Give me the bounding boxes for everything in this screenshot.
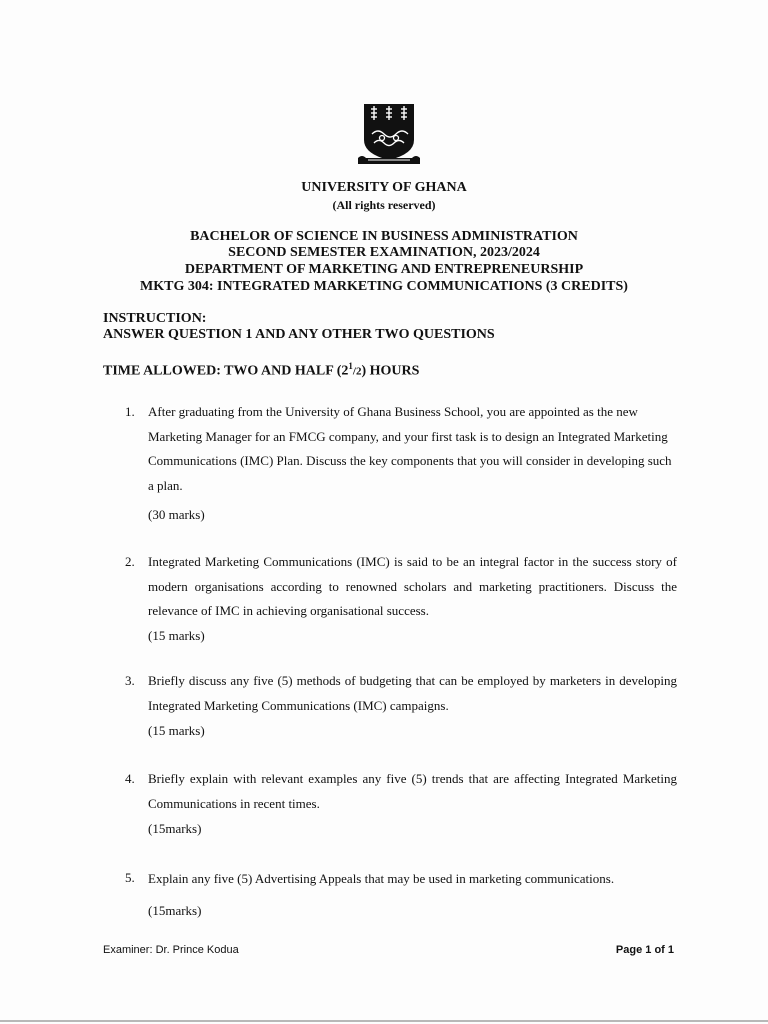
exam-title: SECOND SEMESTER EXAMINATION, 2023/2024 (228, 245, 540, 260)
time-allowed (103, 361, 419, 380)
instruction-text: ANSWER QUESTION 1 AND ANY OTHER TWO QUESTIONS (103, 327, 495, 342)
university-name: UNIVERSITY OF GHANA (301, 180, 467, 195)
question-text: Briefly explain with relevant examples any five (5) trends that are affecting Integrated Marketing Communications in recent times. (148, 771, 677, 811)
question-text: Integrated Marketing Communications (IMC) is said to be an integral factor in the success story of modern organisations according to renowned scholars and marketing practitioners. Discuss the relevance of IMC in achieving organisational success. (148, 554, 677, 619)
question-marks: (15 marks) (148, 723, 205, 738)
question-text: Briefly discuss any five (5) methods of budgeting that can be employed by marketers in developing Integrated Marketing Communications (IMC) campaigns. (148, 673, 677, 713)
question-marks: (30 marks) (148, 507, 205, 522)
question-number: 2. (125, 554, 135, 569)
time-allowed-suffix: ) HOURS (361, 363, 420, 379)
question-number: 4. (125, 771, 135, 786)
university-crest-logo (358, 100, 420, 168)
time-fraction-denominator: /2 (352, 365, 362, 378)
question-text: Explain any five (5) Advertising Appeals that may be used in marketing communications. (148, 871, 615, 886)
question-number: 5. (125, 870, 135, 885)
time-allowed-prefix: TIME ALLOWED: TWO AND HALF (2 (103, 363, 349, 379)
time-fraction-numerator: 1 (348, 361, 353, 371)
question-marks: (15marks) (148, 903, 202, 918)
question-number: 3. (125, 673, 135, 688)
course-title: MKTG 304: INTEGRATED MARKETING COMMUNICATIONS (3 CREDITS) (140, 279, 628, 294)
programme-title: BACHELOR OF SCIENCE IN BUSINESS ADMINISTRATION (190, 229, 578, 244)
page-number: Page 1 of 1 (615, 944, 674, 956)
page-bottom-edge (0, 1020, 768, 1022)
question-marks: (15marks) (148, 821, 202, 836)
instruction-label: INSTRUCTION: (103, 311, 207, 326)
department-title: DEPARTMENT OF MARKETING AND ENTREPRENEURSHIP (184, 262, 584, 277)
question-text: After graduating from the University of Ghana Business School, you are appointed as the new Marketing Manager for an FMCG company, and your first task is to design an Integrated Marketing Communications (IMC) Plan. Discuss the key components that you will consider in developing such a plan. (148, 404, 672, 493)
examiner-name: Examiner: Dr. Prince Kodua (103, 944, 239, 956)
question-number: 1. (125, 404, 135, 419)
rights-notice: (All rights reserved) (332, 198, 436, 212)
question-marks: (15 marks) (148, 628, 205, 643)
